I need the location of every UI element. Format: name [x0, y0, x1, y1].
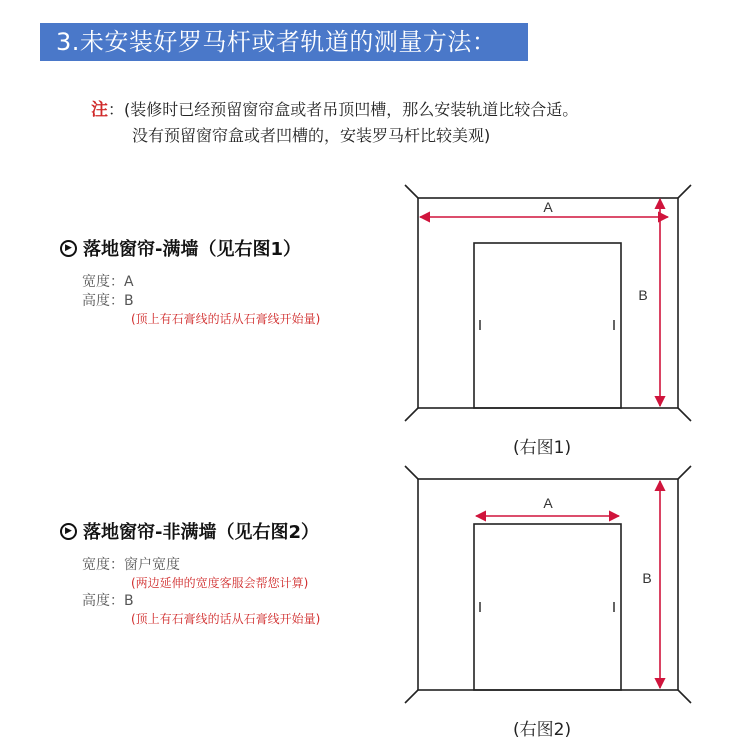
- wall-frame: [418, 198, 678, 408]
- corner-line: [678, 408, 691, 421]
- diagram-2: [405, 466, 691, 703]
- label-a: A: [543, 199, 553, 215]
- circle-arrow-icon: ▶: [60, 523, 77, 540]
- section-1-width: 宽度：A: [82, 274, 134, 290]
- section-2-height-note: (顶上有石膏线的话从石膏线开始量): [131, 612, 321, 626]
- corner-line: [405, 690, 418, 703]
- note-label: 注: [91, 100, 108, 120]
- section-1-heading: ▶ 落地窗帘-满墙（见右图1）: [60, 235, 320, 261]
- caption-1: (右图1): [513, 438, 572, 458]
- window-frame: [474, 524, 621, 690]
- corner-line: [405, 466, 418, 479]
- section-title: 3.未安装好罗马杆或者轨道的测量方法：: [40, 23, 528, 61]
- note-line-2: 没有预留窗帘盒或者凹槽的，安装罗马杆比较美观): [132, 126, 491, 145]
- corner-line: [405, 185, 418, 198]
- caption-2: (右图2): [513, 720, 572, 740]
- diagram-1: [405, 185, 691, 421]
- label-b: B: [642, 570, 652, 586]
- window-frame: [474, 243, 621, 408]
- section-2-height: 高度：B: [82, 593, 134, 609]
- section-1-height-note: (顶上有石膏线的话从石膏线开始量): [131, 312, 321, 326]
- circle-arrow-icon: ▶: [60, 240, 77, 257]
- corner-line: [678, 466, 691, 479]
- section-2-width-note: (两边延伸的宽度客服会帮您计算): [131, 576, 309, 590]
- label-a: A: [543, 495, 553, 511]
- section-2-heading: ▶ 落地窗帘-非满墙（见右图2）: [60, 518, 320, 544]
- corner-line: [678, 690, 691, 703]
- corner-line: [678, 185, 691, 198]
- section-2-width: 宽度：窗户宽度: [82, 557, 180, 573]
- label-b: B: [638, 287, 648, 303]
- corner-line: [405, 408, 418, 421]
- note-line-1: 注：(装修时已经预留窗帘盒或者吊顶凹槽，那么安装轨道比较合适。: [91, 100, 579, 120]
- section-1-height: 高度：B: [82, 293, 134, 309]
